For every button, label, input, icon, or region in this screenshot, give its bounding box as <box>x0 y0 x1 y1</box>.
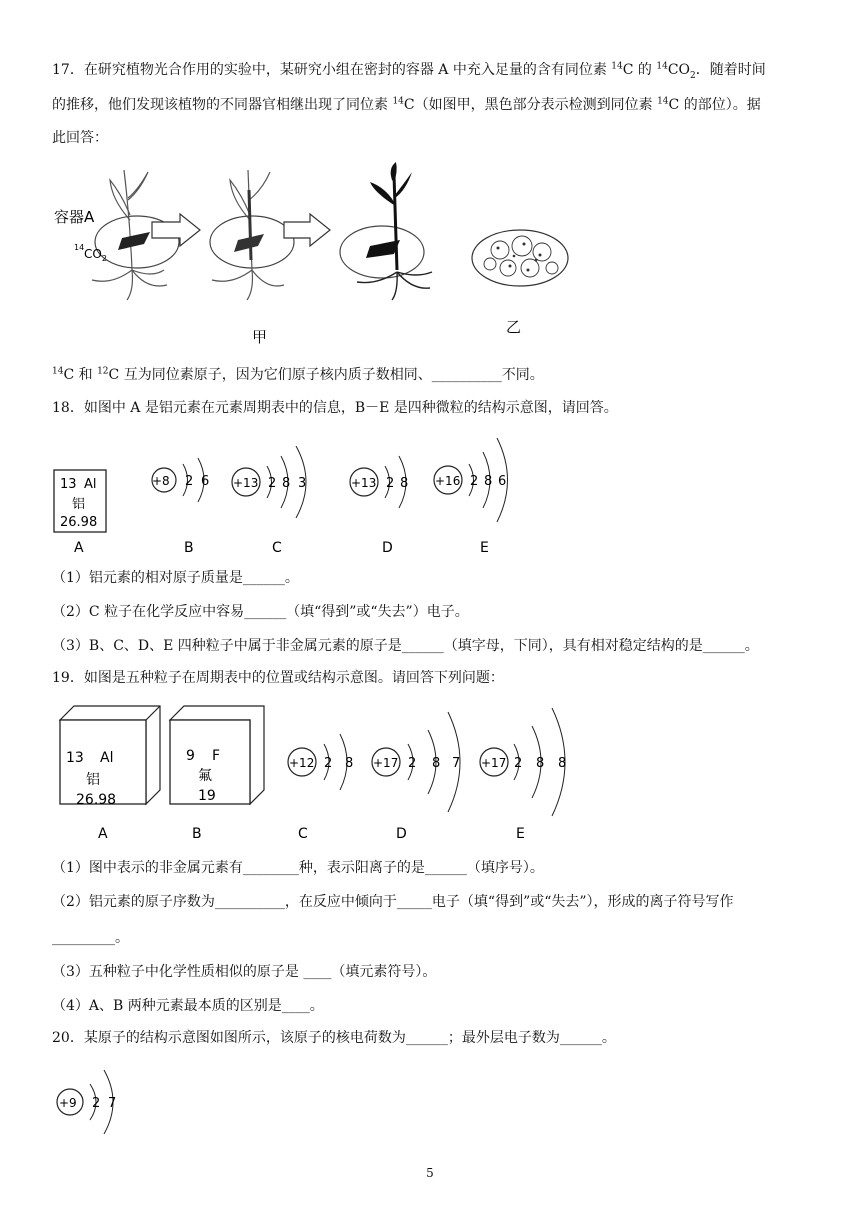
cell-figure <box>472 230 568 286</box>
svg-text:6: 6 <box>498 474 507 489</box>
dark-leaf-3c <box>391 162 397 182</box>
element-card-al-3d <box>60 706 160 808</box>
card-name: 铝 <box>72 497 86 512</box>
q18-sub3: （3）B、C、D、E 四种粒子中属于非金属元素的原子是______（填字母，下同），具有相对稳定结构的是______。 <box>52 638 759 654</box>
svg-text:8: 8 <box>536 756 545 771</box>
q17-text: C 和 <box>63 367 98 383</box>
q17-answer <box>52 365 544 385</box>
card-number: 13 <box>60 477 77 492</box>
q17-line1 <box>52 60 766 80</box>
q19-sub2-cont: _________。 <box>52 930 129 946</box>
svg-text:8: 8 <box>282 476 291 491</box>
q19-stem: 19．如图是五种粒子在周期表中的位置或结构示意图。请回答下列问题： <box>52 670 504 686</box>
svg-text:26.98: 26.98 <box>76 792 117 808</box>
dark-leaf-3b <box>395 172 412 198</box>
q19-sub4: （4）A、B 两种元素最本质的区别是____。 <box>52 998 324 1014</box>
atom-e <box>434 438 508 522</box>
card-mass: 26.98 <box>60 515 98 530</box>
sup: 14 <box>657 96 669 107</box>
q17-text: C 互为同位素原子，因为它们原子核内质子数相同、__________不同。 <box>108 367 544 383</box>
sup: 14 <box>611 61 623 72</box>
dark-leaf-3d <box>366 240 400 258</box>
svg-text:2: 2 <box>185 474 194 489</box>
svg-text:+17: +17 <box>481 756 507 770</box>
svg-text:+8: +8 <box>152 474 170 488</box>
q19-figure <box>52 700 592 848</box>
q17-text: C 的 <box>622 62 657 78</box>
q18-sub1: （1）铝元素的相对原子质量是______。 <box>52 570 299 586</box>
svg-text:2: 2 <box>408 756 417 771</box>
label-yi: 乙 <box>506 318 522 336</box>
label-a-19: A <box>98 826 108 842</box>
label-b: B <box>184 540 194 556</box>
dark-stem-2 <box>249 190 251 260</box>
svg-text:8: 8 <box>432 756 441 771</box>
svg-text:19: 19 <box>198 788 216 804</box>
atom-b <box>152 458 209 502</box>
atom-e-19 <box>480 708 566 816</box>
co2-label: $CO_2$ <box>84 247 107 263</box>
label-b-19: B <box>192 826 202 842</box>
q19-sub1: （1）图中表示的非金属元素有________种，表示阳离子的是______（填序号）。 <box>52 860 544 876</box>
svg-text:+17: +17 <box>373 756 399 770</box>
element-card-f-3d <box>170 706 264 804</box>
sup: 14 <box>656 61 668 72</box>
q17-text: CO <box>667 62 691 78</box>
q17-text: C（如图甲，黑色部分表示检测到同位素 <box>403 97 658 113</box>
nucleus-label: +9 <box>59 1096 77 1110</box>
q17-text: 17．在研究植物光合作用的实验中，某研究小组在密封的容器 A 中充入足量的含有同位素 <box>52 62 612 78</box>
card-symbol: Al <box>84 477 97 492</box>
dark-leaf-3a <box>370 182 394 205</box>
svg-text:F: F <box>212 748 221 764</box>
arrow-1 <box>152 214 200 246</box>
q17-line2 <box>52 95 761 115</box>
co2-sup: 14 <box>74 243 85 252</box>
svg-text:9: 9 <box>186 748 195 764</box>
label-e: E <box>480 540 489 556</box>
label-e-19: E <box>516 826 525 842</box>
q18-figure <box>52 428 532 558</box>
svg-text:13: 13 <box>66 750 84 766</box>
q17-text: ．随着时间 <box>695 62 766 78</box>
svg-text:7: 7 <box>452 756 461 771</box>
sup: 14 <box>52 366 64 377</box>
plant-figure <box>52 160 572 350</box>
q20-atom <box>52 1058 142 1142</box>
svg-text:8: 8 <box>484 474 493 489</box>
label-c: C <box>272 540 282 556</box>
q18-stem: 18．如图中 A 是铝元素在元素周期表中的信息，B－E 是四种微粒的结构示意图，请回答。 <box>52 400 618 416</box>
label-d: D <box>382 540 393 556</box>
shell-1: 2 <box>92 1096 101 1111</box>
plant-2 <box>212 170 284 300</box>
svg-text:2: 2 <box>324 756 333 771</box>
svg-text:+12: +12 <box>289 756 315 770</box>
q17-text: C 的部位）。据 <box>668 97 761 113</box>
label-jia: 甲 <box>252 328 268 346</box>
svg-text:铝: 铝 <box>86 772 100 788</box>
label-d-19: D <box>396 826 407 842</box>
atom-c <box>232 446 306 518</box>
svg-text:8: 8 <box>558 756 567 771</box>
sub: 2 <box>690 70 696 81</box>
label-a: A <box>74 540 84 556</box>
q18-sub2: （2）C 粒子在化学反应中容易______（填“得到”或“失去”）电子。 <box>52 604 469 620</box>
svg-text:2: 2 <box>514 756 523 771</box>
svg-text:氟: 氟 <box>198 768 212 784</box>
svg-text:3: 3 <box>298 476 307 491</box>
container-label: 容器A <box>54 208 95 226</box>
cell-contents <box>484 236 558 277</box>
atom-c-19 <box>288 734 353 790</box>
svg-text:2: 2 <box>268 476 277 491</box>
dark-stem-3 <box>394 175 397 270</box>
atom-d-19 <box>372 712 460 812</box>
sup: 12 <box>97 366 109 377</box>
q17-line3: 此回答： <box>52 130 108 146</box>
svg-text:+16: +16 <box>435 474 461 488</box>
arrow-2 <box>284 214 330 246</box>
svg-text:Al: Al <box>100 750 114 766</box>
q19-sub2: （2）铝元素的原子序数为__________，在反应中倾向于_____电子（填“得到”或“失去”），形成的离子符号写作 <box>52 894 734 910</box>
svg-text:8: 8 <box>345 756 354 771</box>
svg-text:+13: +13 <box>233 476 259 490</box>
q19-sub3: （3）五种粒子中化学性质相似的原子是 ____（填元素符号）。 <box>52 964 437 980</box>
sup: 14 <box>392 96 404 107</box>
svg-text:8: 8 <box>400 476 409 491</box>
svg-text:+13: +13 <box>351 476 377 490</box>
svg-text:2: 2 <box>386 476 395 491</box>
shell-2: 7 <box>108 1096 117 1111</box>
page-number: 5 <box>426 1166 434 1180</box>
svg-text:6: 6 <box>201 474 210 489</box>
svg-text:2: 2 <box>470 474 479 489</box>
dark-leaf-1 <box>118 232 150 250</box>
label-c-19: C <box>298 826 308 842</box>
q17-text: 的推移，他们发现该植物的不同器官相继出现了同位素 <box>52 97 393 113</box>
atom-d <box>350 456 408 508</box>
q20-stem: 20．某原子的结构示意图如图所示，该原子的核电荷数为______；最外层电子数为______。 <box>52 1030 616 1046</box>
